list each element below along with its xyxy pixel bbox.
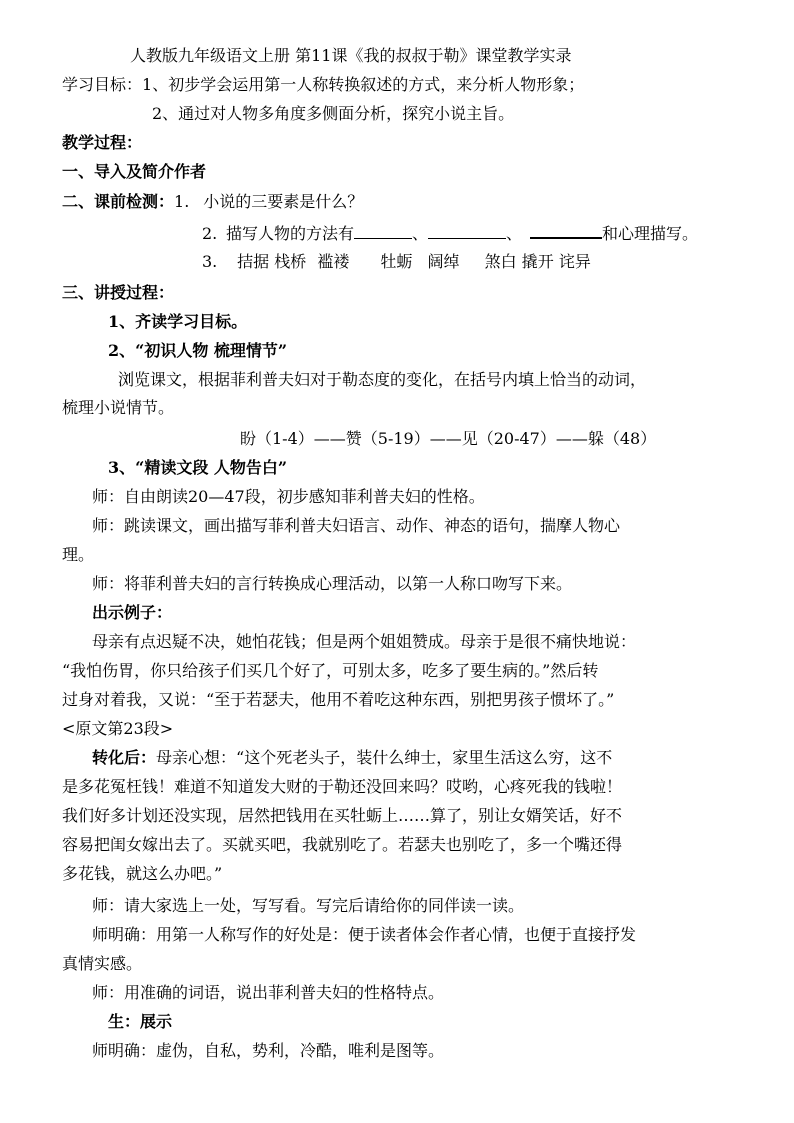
converted-text: 母亲心想：“这个死老头子，装什么绅士，家里生活这么穷，这不 (156, 748, 613, 767)
converted-line: 我们好多计划还没实现，居然把钱用在买牡蛎上……算了，别让女婿笑话，好不 (62, 806, 623, 825)
answer-blank[interactable] (530, 220, 602, 239)
teacher-line: 师：跳读课文，画出描写菲利普夫妇语言、动作、神态的语句，揣摩人物心 (92, 516, 621, 535)
teacher-line: 真情实感。 (62, 954, 143, 973)
section-heading: 三、讲授过程： (62, 283, 175, 302)
objectives-line-1 (62, 73, 584, 97)
objective-item: 2、通过对人物多角度多侧面分析，探究小说主旨。 (152, 104, 515, 123)
section-heading: 一、导入及简介作者 (62, 162, 207, 181)
vocab-word: 牡蛎 (380, 252, 413, 271)
question-number: 1. (174, 192, 190, 211)
source-note: <原文第23段> (62, 719, 174, 738)
converted-line: 多花钱，就这么办吧。” (62, 864, 223, 883)
teacher-line: 师明确：虚伪，自私，势利，冷酷，唯利是图等。 (92, 1041, 445, 1060)
converted-line: 容易把闺女嫁出去了。买就买吧，我就别吃了。若瑟夫也别吃了，多一个嘴还得 (62, 835, 623, 854)
question-number: 2. (202, 224, 218, 243)
teacher-line: 师明确：用第一人称写作的好处是：便于读者体会作者心情，也便于直接抒发 (92, 925, 637, 944)
vocab-word: 拮据 (237, 252, 270, 271)
vocab-word: 阔绰 (427, 252, 460, 271)
plot-summary: 盼（1-4）——赞（5-19）——见（20-47）——躲（48） (240, 429, 657, 448)
paragraph-line: 梳理小说情节。 (62, 398, 175, 417)
question-text: 描写人物的方法有 (226, 224, 355, 243)
answer-blank[interactable] (354, 221, 412, 239)
step-heading: 1、齐读学习目标。 (108, 312, 248, 331)
pretest-line-1 (62, 190, 363, 214)
converted-line: 是多花冤枉钱！难道不知道发大财的于勒还没回来吗？哎哟，心疼死我的钱啦！ (62, 777, 623, 796)
vocab-word: 撬开 (521, 252, 554, 271)
teacher-line: 师：请大家选上一处，写写看。写完后请给你的同伴读一读。 (92, 896, 525, 915)
example-line: “我怕伤胃，你只给孩子们买几个好了，可别太多，吃多了要生病的。”然后转 (62, 661, 599, 680)
converted-label: 转化后： (92, 748, 157, 767)
step-heading: 2、“初识人物 梳理情节” (108, 341, 288, 360)
page-title: 人教版九年级语文上册 第11课《我的叔叔于勒》课堂教学实录 (130, 46, 572, 65)
vocab-word: 褴褛 (317, 252, 350, 271)
vocab-word: 诧异 (558, 252, 591, 271)
example-line: 过身对着我，又说：“至于若瑟夫，他用不着吃这种东西，别把男孩子惯坏了。” (62, 690, 615, 709)
separator: 、 (412, 224, 429, 243)
teacher-line: 师：将菲利普夫妇的言行转换成心理活动，以第一人称口吻写下来。 (92, 574, 573, 593)
paragraph-line: 浏览课文，根据菲利普夫妇对于勒态度的变化，在括号内填上恰当的动词， (118, 370, 647, 389)
question-text: 小说的三要素是什么？ (203, 192, 364, 211)
vocab-word: 煞白 (484, 252, 517, 271)
teacher-line: 师：自由朗读20—47段，初步感知菲利普夫妇的性格。 (92, 487, 485, 506)
separator: 、 (506, 224, 523, 243)
section-heading: 二、课前检测： (62, 192, 175, 211)
question-text: 和心理描写。 (602, 224, 699, 243)
pretest-line-2 (202, 220, 698, 246)
objective-item: 1、初步学会运用第一人称转换叙述的方式，来分析人物形象； (142, 75, 585, 94)
teacher-line: 师：用准确的词语，说出菲利普夫妇的性格特点。 (92, 983, 445, 1002)
converted-line-1 (92, 746, 612, 770)
section-heading: 教学过程： (62, 133, 143, 152)
question-number: 3. (202, 252, 218, 271)
example-line: 母亲有点迟疑不决，她怕花钱；但是两个姐姐赞成。母亲于是很不痛快地说： (92, 632, 637, 651)
pretest-line-3 (202, 250, 591, 274)
objectives-label: 学习目标： (62, 75, 143, 94)
vocab-word: 栈桥 (274, 252, 307, 271)
student-heading: 生：展示 (108, 1012, 173, 1031)
teacher-line: 理。 (62, 545, 95, 564)
step-heading: 3、“精读文段 人物告白” (108, 458, 288, 477)
example-heading: 出示例子： (92, 603, 173, 622)
answer-blank[interactable] (428, 221, 506, 239)
